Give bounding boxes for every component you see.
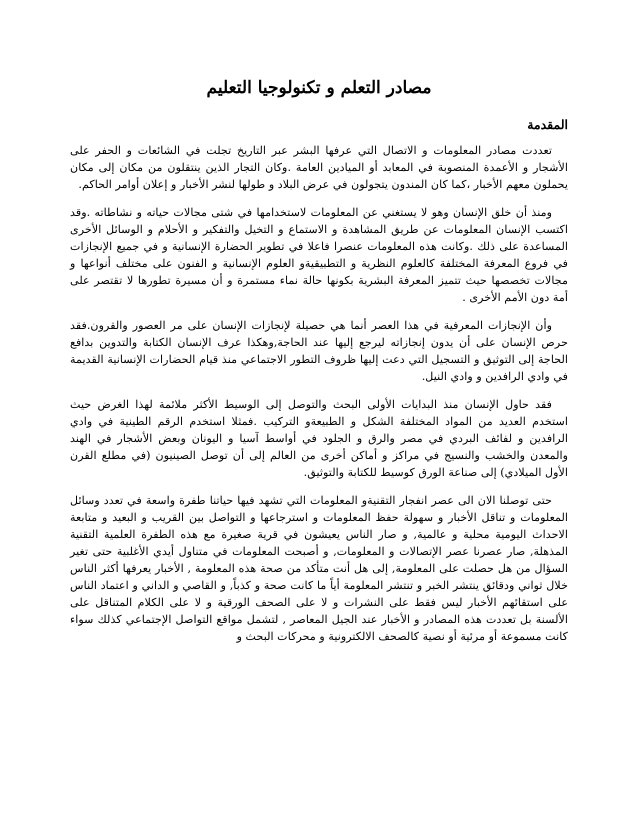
paragraph-3: وأن الإنجازات المعرفية في هذا العصر أنما هي حصيلة لإنجازات الإنسان على مر العصور والقرون.فقد حرص الإنسان على أن يدون إنجازاته ليرجع إليها عند الحاجة,وهكذا عرف الإنسان الكتابة والتدوين بدافع الحاجة إلى التوثيق و التسجيل التي دعت إليها ظروف التطور الاجتماعي منذ قيام الحضارات الإنسانية القديمة في وادي الرافدين و وادي النيل. (70, 319, 568, 383)
paragraph-5: حتى توصلنا الان الى عصر انفجار التقنيةو المعلومات التي تشهد فيها حياتنا طفرة واسعة في تعدد وسائل المعلومات و تناقل الأخبار و سهولة حفظ المعلومات و استرجاعها و التواصل بين القريب و البعيد و متابعة الاحداث اليومية محلية و عالمية, و صار الناس يعيشون في قرية صغيرة مع هذه الطفرة العلمية التقنية المذهلة, صار عصرنا عصر الإتصالات و المعلومات, و أصبحت المعلومات في متناول أيدي الأغلبية حتى تغير السؤال من هل حصلت على المعلومة, إلى هل أنت متأكد من صحة هذه المعلومة , الأخبار يعرفها أكثر الناس خلال ثواني ودقائق ينتشر الخبر و تنتشر المعلومة أياً ما كانت صحة و كذباً, و القاصي و الداني و اعتماد الناس على استقائهم الأخبار ليس فقط على النشرات و لا على الصحف الورقية و لا على الكلام المتناقل على الألسنة بل تعددت هذه المصادر و الأخبار عند الجيل المعاصر , لتشمل مواقع التواصل الإجتماعي كذلك سواء كانت مسموعة أو مرئية أو نصية كالصحف الالكترونية و محركات البحث و (70, 494, 568, 643)
paragraph-1: تعددت مصادر المعلومات و الاتصال التي عرفها البشر عبر التاريخ تجلت في الشائعات و الحفر على الأشجار و الأعمدة المنصوبة في المعابد أو الميادين العامة .وكان التجار الذين ينتقلون من مكان إلى مكان يحملون معهم الأخبار ،كما كان المندون يتجولون في عرض البلاد و طولها لنشر الأخبار و إعلان أوامر الحاكم. (70, 144, 568, 191)
paragraph-4: فقد حاول الإنسان منذ البدايات الأولى البحث والتوصل إلى الوسيط الأكثر ملائمة لهذا الغرض حيث استخدم العديد من المواد المختلفة الشكل و الطبيعةو التركيب .فمثلا استخدم الرقم الطينية في وادي الرافدين و لفائف البردي في مصر والرق و الجلود في أواسط آسيا و اليونان وبعض الأشجار في الهند والمعدن والخشب والنسيج في مراكز و أماكن أخرى من العالم إلى أن توصل الصينيون (في مطلع القرن الأول الميلادي) إلى صناعة الورق كوسيط للكتابة والتوثيق. (70, 398, 568, 479)
document-title: مصادر التعلم و تكنولوجيا التعليم (206, 78, 432, 98)
section-heading: المقدمة (527, 117, 568, 132)
paragraph-2: ومنذ أن خلق الإنسان وهو لا يستغني عن المعلومات لاستخدامها في شتى مجالات حياته و نشاطاته .وقد اكتسب الإنسان المعلومات عن طريق المشاهدة و الاستماع و التخيل والتفكير و الأحلام و الوسائل الأخرى المساعدة على ذلك .وكانت هذه المعلومات عنصرا فاعلا في تطوير الحضارة الإنسانية و في جميع الإنجازات في فروع المعرفة المختلفة كالعلوم النظرية و التطبيقيةو العلوم الإنسانية و الفنون على مختلف أنواعها و مجالات تخصصها حيث تتميز المعرفة البشرية بكونها حالة نماء مستمرة و أن مسيرة تطورها لا تقتصر على أمة دون الأمم الأخرى . (70, 206, 568, 304)
